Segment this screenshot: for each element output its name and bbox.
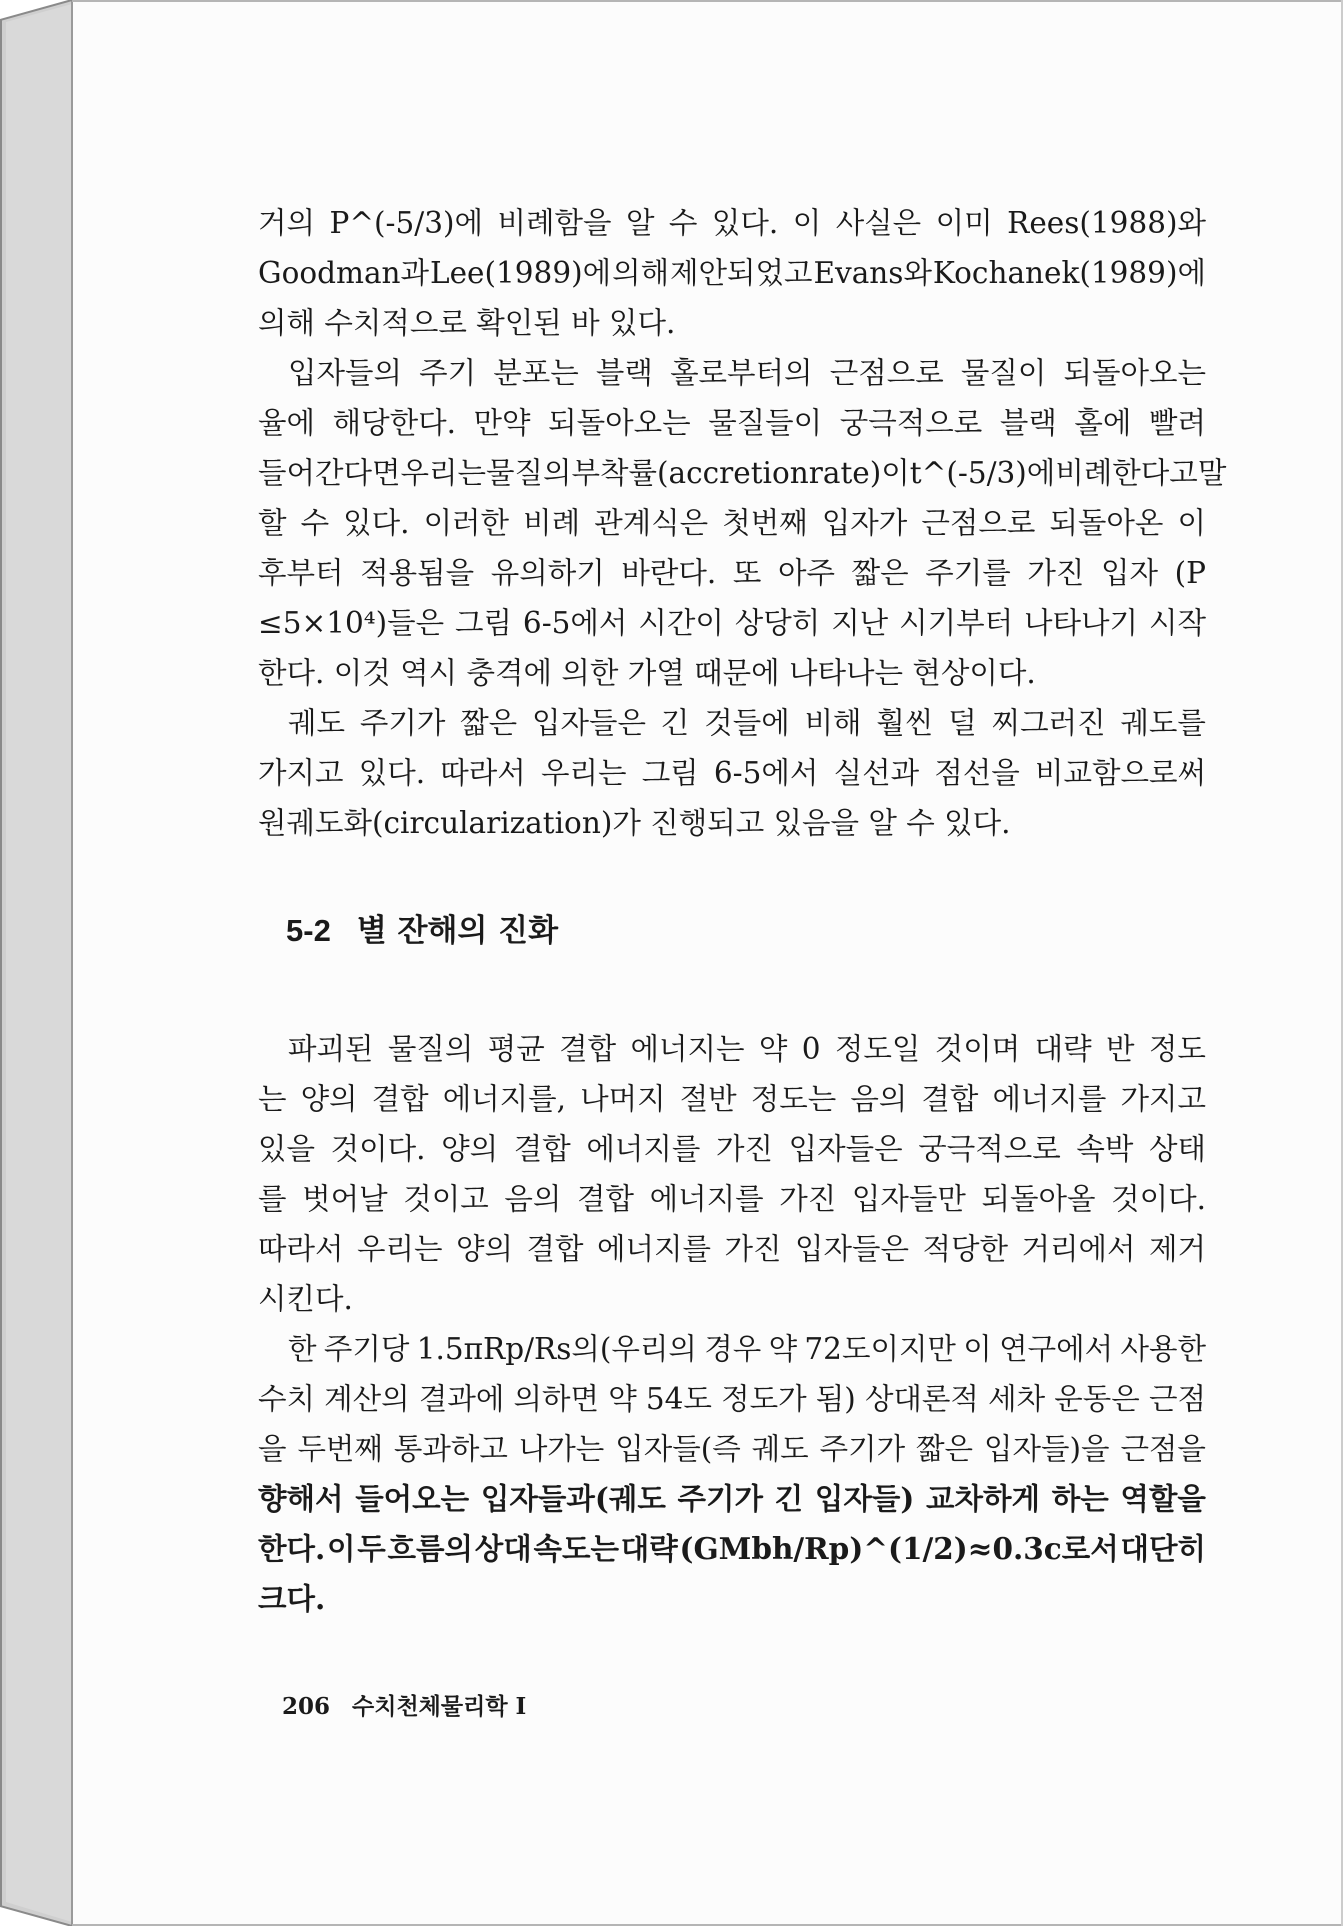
word: 정도일 [834, 1032, 921, 1066]
word: 에너지를 [586, 1132, 701, 1166]
section-number: 5-2 [286, 913, 331, 948]
word: 입자들은 [532, 706, 647, 740]
word: 세차 [988, 1382, 1046, 1416]
word: 대략 [620, 1531, 678, 1566]
word: 의해 [612, 256, 670, 290]
word: (P [1174, 556, 1206, 590]
word: 것이다. [1111, 1182, 1206, 1216]
word: 에너지를 [992, 1082, 1107, 1116]
word: 수치 [258, 1382, 315, 1416]
word: 입자들) [814, 1481, 915, 1516]
word: 양의 [456, 1232, 513, 1266]
word: 대략 [1034, 1032, 1092, 1066]
word: 알 [625, 206, 655, 240]
word: P^(-5/3)에 [329, 206, 483, 240]
paragraph-2-line-6 [258, 598, 1206, 648]
word: 점선을 [934, 756, 1020, 790]
paragraph-1-line-1 [258, 198, 1206, 248]
word: 가지고 [1120, 1082, 1206, 1116]
word: 약 [768, 1332, 798, 1366]
word: 실선과 [833, 756, 920, 790]
word: 입자 [1101, 556, 1158, 590]
word: 이 [1177, 506, 1206, 540]
word: 찌그러진 [991, 706, 1106, 740]
word: 물질의 [486, 456, 572, 490]
word: 짧은 [851, 556, 909, 590]
paragraph-5-line-5 [258, 1524, 1206, 1574]
book-title: 수치천체물리학 I [352, 1693, 527, 1720]
word: 계산의 [324, 1382, 410, 1416]
word: 들어오는 [355, 1481, 470, 1516]
word: 입자들은 [795, 1232, 909, 1266]
paragraph-2-line-7: 한다. 이것 역시 충격에 의한 가열 때문에 나타나는 현상이다. [258, 656, 1036, 690]
paragraph-4-line-2 [258, 1074, 1206, 1124]
word: 정도가 [721, 1382, 807, 1416]
word: 제안되었고 [670, 256, 813, 290]
word: 궁극적으로 [918, 1132, 1061, 1166]
word: 에너지를, [442, 1082, 567, 1116]
word: 연구에서 [999, 1332, 1114, 1366]
word: 두 [357, 1531, 386, 1566]
word: 비해 [804, 706, 862, 740]
word: 주기 [419, 356, 477, 390]
word: 을 [258, 1432, 287, 1466]
word: ≤5×10⁴)들은 [258, 606, 445, 640]
word: 훨씬 [876, 706, 934, 740]
word: 0 [801, 1032, 821, 1066]
word: 후부터 [258, 556, 344, 590]
section-title: 별 잔해의 진화 [356, 913, 559, 949]
word: 이 [327, 1531, 356, 1566]
word: 근점으로 [921, 506, 1036, 540]
word: 것이다. [330, 1132, 426, 1166]
word: 가진 [1027, 556, 1085, 590]
word: 짧은 [460, 706, 518, 740]
word: 상대론적 [864, 1382, 979, 1416]
word: 하는 [1051, 1481, 1109, 1516]
word: 따라서 [440, 756, 526, 790]
word: 거의 [258, 206, 315, 240]
word: 평균 [487, 1032, 545, 1066]
word: 나가는 [518, 1432, 605, 1466]
word: 들어간다면 [258, 456, 401, 490]
word: 는 [258, 1082, 287, 1116]
word: 정도 [1148, 1032, 1206, 1066]
word: 사실은 [835, 206, 922, 240]
word: 이 [792, 206, 822, 240]
word: 아주 [778, 556, 835, 590]
word: 대단히 [1120, 1531, 1206, 1566]
word: 부착률(accretion [571, 456, 809, 490]
word: 에너지는 [630, 1032, 745, 1066]
word: 제거 [1149, 1232, 1206, 1266]
word: 되돌아올 [981, 1182, 1096, 1216]
word: 결합 [559, 1032, 617, 1066]
word: 6-5에서 [713, 756, 819, 790]
word: 수 [668, 206, 698, 240]
page-footer [282, 1688, 526, 1721]
word: 흐름의 [387, 1531, 474, 1566]
word: 할 [258, 506, 287, 540]
word: 입자들은 [788, 1132, 903, 1166]
word: 가진 [779, 1182, 837, 1216]
paragraph-1-line-3: 의해 수치적으로 확인된 바 있다. [258, 306, 676, 340]
word: 바란다. [621, 556, 717, 590]
word: 궤도 [288, 706, 345, 740]
word: 결합 [577, 1182, 634, 1216]
word: 에너지를 [597, 1232, 711, 1266]
word: 또 [732, 556, 762, 590]
word: 물질이 [960, 356, 1047, 390]
paragraph-4-line-4 [258, 1174, 1206, 1224]
word: 음의 [504, 1182, 562, 1216]
word: 가진 [724, 1232, 782, 1266]
word: 를 [258, 1182, 287, 1216]
word: 적용됨을 [360, 556, 475, 590]
word: 결과에 [418, 1382, 505, 1416]
word: 궤도 [751, 1432, 809, 1466]
word: 벗어날 [302, 1182, 388, 1216]
word: 입자들의 [288, 356, 402, 390]
word: 정도는 [750, 1082, 837, 1116]
word: Evans와 [813, 256, 932, 290]
paragraph-2-line-5 [258, 548, 1206, 598]
word: 사용한 [1120, 1332, 1206, 1366]
word: 율에 [258, 406, 315, 440]
word: 홀로부터의 [670, 356, 813, 390]
word: 수 [300, 506, 330, 540]
paragraph-5-line-4 [258, 1474, 1206, 1524]
word: 주기를 [925, 556, 1011, 590]
word: 입자들(즉 [615, 1432, 741, 1466]
word: 입자들)을 [984, 1432, 1110, 1466]
word: 있다. [358, 756, 426, 790]
paragraph-2-line-1 [258, 348, 1206, 398]
word: 운동은 [1054, 1382, 1140, 1416]
word: 시작 [1148, 606, 1206, 640]
body-text-top [258, 198, 1227, 848]
word: 상당히 [734, 606, 821, 640]
word: 1.5πRp/Rs의(우리의 [416, 1332, 697, 1366]
word: 결합 [526, 1232, 584, 1266]
word: 분포는 [493, 356, 579, 390]
word: 통과하고 [393, 1432, 508, 1466]
word: 그림 [455, 606, 512, 640]
word: 반 [1106, 1032, 1135, 1066]
word: 거리에서 [1021, 1232, 1136, 1266]
word: 역할을 [1120, 1481, 1206, 1516]
word: 그림 [641, 756, 699, 790]
word: 가진 [716, 1132, 773, 1166]
word: 시기부터 [899, 606, 1014, 640]
word: 결합 [921, 1082, 979, 1116]
word: 우리는 [400, 456, 486, 490]
paragraph-5-line-6: 크다. [258, 1581, 326, 1616]
word: t^(-5/3)에 [909, 456, 1056, 490]
word: 파괴된 [288, 1032, 374, 1066]
word: 해당한다. [332, 406, 456, 440]
paragraph-3-line-1 [258, 698, 1206, 748]
word: 궤도를 [1120, 706, 1206, 740]
word: 양의 [300, 1082, 358, 1116]
word: 약 [758, 1032, 788, 1066]
word: Rees(1988)와 [1007, 206, 1206, 240]
word: 입자들만 [851, 1182, 966, 1216]
word: 것이고 [403, 1182, 489, 1216]
word: (GMbh/Rp)^(1/2)≈0.3c로서 [679, 1531, 1119, 1566]
word: Kochanek(1989)에 [932, 256, 1206, 290]
word: 한 [288, 1332, 317, 1366]
word: 첫번째 [722, 506, 808, 540]
word: 음의 [850, 1082, 908, 1116]
word: 주기가 [819, 1432, 906, 1466]
word: 만약 [473, 406, 531, 440]
word: 시간이 [638, 606, 724, 640]
word: 말 [1197, 456, 1227, 490]
word: 입자들과(궤도 [480, 1481, 666, 1516]
paragraph-1-line-2 [258, 248, 1206, 298]
word: 적당한 [922, 1232, 1008, 1266]
word: 향해서 [258, 1481, 344, 1516]
body-text-bottom [258, 1024, 1206, 1624]
word: 이미 [935, 206, 993, 240]
word: 이 [963, 1332, 992, 1366]
word: 블랙 [999, 406, 1057, 440]
section-heading [286, 905, 558, 950]
word: 가지고 [258, 756, 344, 790]
word: 궁극적으로 [839, 406, 983, 440]
word: 우리는 [540, 756, 627, 790]
word: 6-5에서 [522, 606, 628, 640]
paragraph-2-line-4 [258, 498, 1206, 548]
word: 긴 [660, 706, 690, 740]
word: 있다. [711, 206, 779, 240]
word: 주기당 [323, 1332, 410, 1366]
word: 두번째 [297, 1432, 383, 1466]
word: 관계식은 [594, 506, 709, 540]
word: 입자가 [821, 506, 908, 540]
word: 주기가 [359, 706, 446, 740]
word: 우리는 [357, 1232, 443, 1266]
word: 경우 [704, 1332, 762, 1366]
word: 이러한 [423, 506, 510, 540]
word: 되돌아오는 [1063, 356, 1206, 390]
word: 덜 [948, 706, 977, 740]
word: Lee(1989)에 [430, 256, 612, 290]
paragraph-5-line-2 [258, 1374, 1206, 1424]
word: 나머지 [580, 1082, 666, 1116]
word: Goodman과 [258, 256, 430, 290]
word: 유의하기 [490, 556, 605, 590]
paragraph-2-line-3 [258, 448, 1227, 498]
paragraph-4-line-1 [258, 1024, 1206, 1074]
word: 에너지를 [649, 1182, 764, 1216]
paragraph-5-line-1 [258, 1324, 1206, 1374]
paragraph-3-line-2 [258, 748, 1206, 798]
word: 블랙 [595, 356, 653, 390]
word: 약 [608, 1382, 637, 1416]
word: 주기가 [677, 1481, 764, 1516]
word: 비례함을 [497, 206, 612, 240]
word: 비례한다고 [1055, 456, 1198, 490]
paragraph-5-line-3 [258, 1424, 1206, 1474]
paragraph-2-line-2 [258, 398, 1206, 448]
paragraph-3-line-3: 원궤도화(circularization)가 진행되고 있음을 알 수 있다. [258, 806, 1011, 840]
word: 있을 [258, 1132, 315, 1166]
word: 것이며 [934, 1032, 1021, 1066]
word: 상대 [474, 1531, 532, 1566]
word: 비례 [523, 506, 581, 540]
word: 따라서 [258, 1232, 344, 1266]
word: 물질의 [387, 1032, 474, 1066]
word: 짧은 [916, 1432, 974, 1466]
word: 54도 [645, 1382, 712, 1416]
paragraph-4-line-3 [258, 1124, 1206, 1174]
paragraph-4-line-5 [258, 1224, 1206, 1274]
word: 되돌아오는 [548, 406, 691, 440]
word: 한다. [258, 1531, 326, 1566]
word: 긴 [774, 1481, 804, 1516]
word: 72도이지만 [804, 1332, 956, 1366]
word: 의하면 [513, 1382, 600, 1416]
word: 있다. [343, 506, 410, 540]
word: 비교함으로써 [1035, 756, 1206, 790]
word: 결합 [371, 1082, 429, 1116]
word: 교차하게 [926, 1481, 1041, 1516]
word: 양의 [441, 1132, 499, 1166]
word: 것들에 [704, 706, 790, 740]
word: 근점으로 [829, 356, 944, 390]
word: 빨려 [1149, 406, 1206, 440]
word: 속박 [1076, 1132, 1134, 1166]
word: 결합 [513, 1132, 571, 1166]
word: 되돌아온 [1049, 506, 1164, 540]
word: 나타나기 [1024, 606, 1139, 640]
word: 절반 [679, 1082, 737, 1116]
word: 물질들이 [708, 406, 823, 440]
word: 속도는 [533, 1531, 620, 1566]
word: 상태 [1149, 1132, 1206, 1166]
word: 근점 [1148, 1382, 1206, 1416]
word: 홀에 [1074, 406, 1132, 440]
page-number: 206 [282, 1693, 331, 1720]
word: 됨) [815, 1382, 856, 1416]
word: 지난 [831, 606, 889, 640]
paragraph-4-line-6: 시킨다. [258, 1282, 353, 1316]
word: rate)이 [808, 456, 910, 490]
word: 근점을 [1120, 1432, 1206, 1466]
